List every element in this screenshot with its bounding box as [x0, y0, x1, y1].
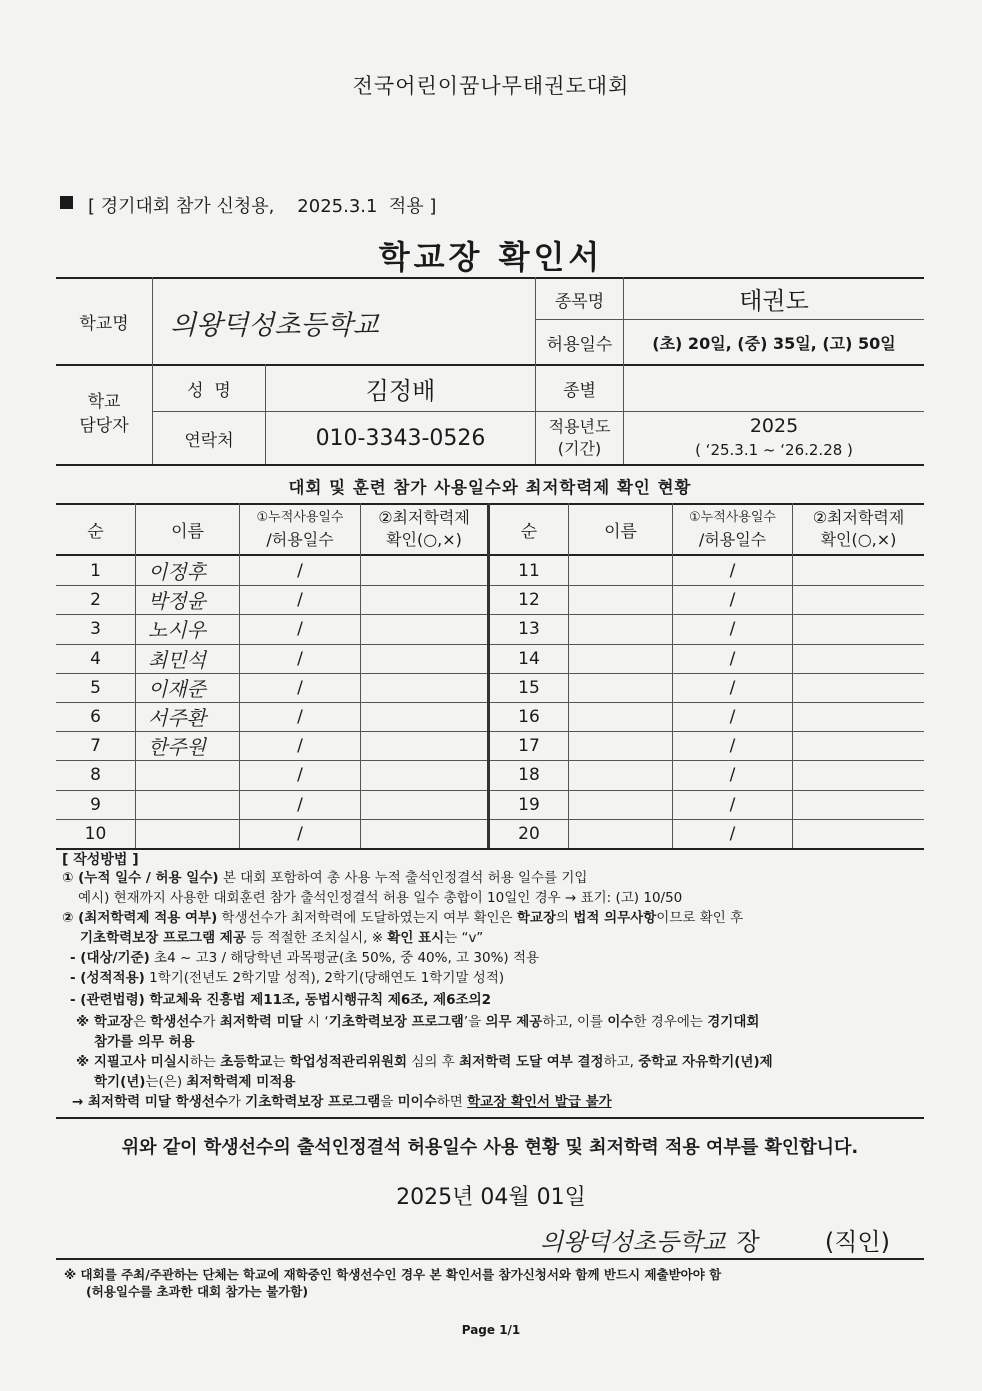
row-number: 10	[84, 823, 107, 844]
student-name	[136, 790, 239, 819]
instruction-10-i: 중학교 자유학기(년)제	[638, 1054, 773, 1070]
allow-days-label: 허용일수	[546, 334, 613, 355]
instruction-line-2: 예시) 현재까지 사용한 대회훈련 참가 출석인정결석 허용 일수 총합이 10일인 경우 → 표기: (고) 10/50	[78, 890, 683, 906]
days-used: /	[729, 560, 736, 581]
instruction-line-5	[70, 949, 539, 967]
days-used: /	[729, 735, 736, 756]
instruction-line-7	[70, 991, 491, 1009]
instruction-8-h: ’을	[463, 1014, 486, 1030]
year-label-line-1: 적용년도	[548, 417, 611, 436]
instruction-12-d: 을	[380, 1094, 398, 1110]
instruction-line-10	[76, 1053, 773, 1071]
days-used: /	[297, 589, 303, 610]
days-used: /	[729, 618, 736, 639]
row-number: 8	[90, 764, 101, 785]
header-days-left	[240, 507, 360, 551]
manager-label-line-1: 학교	[87, 392, 121, 412]
footer-note-1: ※ 대회를 주최/주관하는 단체는 학교에 재학중인 학생선수인 경우 본 확인서를 참가신청서와 함께 반드시 제출받아야 함	[64, 1267, 722, 1282]
instruction-3-principal: 학교장	[516, 910, 556, 926]
instruction-5-term: - (대상/기준)	[70, 950, 150, 966]
instruction-8-m: 경기대회	[707, 1014, 760, 1030]
student-name	[569, 673, 672, 702]
signature-line	[540, 1222, 890, 1257]
instruction-8-a: ※ 학교장	[76, 1014, 133, 1030]
academic-check	[361, 644, 487, 673]
signature-school: 의왕덕성초등학교	[540, 1228, 726, 1256]
instruction-10-g: 최저학력 도달 여부 결정	[459, 1054, 604, 1070]
instruction-8-g: 기초학력보장 프로그램	[328, 1014, 464, 1030]
row-number: 14	[518, 648, 540, 669]
header-name-left: 이름	[171, 522, 204, 542]
header-no-left: 순	[87, 522, 104, 542]
academic-check	[793, 819, 924, 848]
category-label: 종별	[563, 381, 596, 401]
academic-check	[361, 585, 487, 614]
student-name: 서주환	[148, 706, 206, 730]
instruction-1-term: ① (누적 일수 / 허용 일수)	[62, 870, 219, 886]
instruction-11-a: 학기(년)	[94, 1074, 146, 1090]
instruction-8-l: 한 경우에는	[633, 1014, 708, 1030]
instruction-line-11	[94, 1073, 295, 1091]
instruction-8-c: 학생선수	[150, 1014, 203, 1030]
instruction-12-e: 미이수	[397, 1094, 437, 1110]
instruction-8-i: 의무 제공	[485, 1014, 543, 1030]
contact-label: 연락처	[184, 430, 234, 451]
school-value: 의왕덕성초등학교	[170, 310, 379, 341]
divider-footer	[56, 1258, 924, 1260]
student-name	[569, 790, 672, 819]
instruction-line-8	[76, 1013, 759, 1031]
row-number: 13	[518, 618, 540, 639]
instruction-line-3	[62, 909, 743, 927]
header-academic-left-line-2: 확인(○,×)	[386, 530, 462, 549]
academic-check	[361, 731, 487, 760]
academic-check	[361, 790, 487, 819]
row-number: 12	[518, 589, 540, 610]
instruction-8-d: 가	[202, 1014, 220, 1030]
row-number: 20	[518, 823, 540, 844]
days-used: /	[729, 648, 736, 669]
academic-check	[793, 731, 924, 760]
header-no-right: 순	[520, 522, 538, 542]
instruction-3-term: ② (최저학력제 적용 여부)	[62, 910, 218, 926]
footer-note-2: (허용일수를 초과한 대회 참가는 불가함)	[86, 1284, 309, 1299]
row-number: 3	[90, 618, 101, 639]
instruction-4-text-a: 등 적절한 조치실시, ※	[245, 930, 388, 946]
event-name: 전국어린이꿈나무태권도대회	[352, 74, 630, 98]
academic-check	[793, 585, 924, 614]
header-days-left-line-1: ①누적사용일수	[256, 510, 344, 525]
student-name: 박정윤	[148, 589, 206, 613]
days-used: /	[729, 794, 736, 815]
instructions-title: [ 작성방법 ]	[62, 852, 139, 868]
days-used: /	[297, 764, 303, 785]
academic-check	[793, 556, 924, 585]
student-name	[569, 702, 672, 731]
divider-confirm-top	[56, 1117, 924, 1119]
bullet-square-icon	[60, 196, 73, 209]
days-used: /	[729, 764, 736, 785]
signature-suffix: 장	[736, 1228, 760, 1256]
instruction-12-g: 학교장 확인서 발급 불가	[467, 1094, 612, 1110]
student-name: 최민석	[148, 648, 206, 672]
row-number: 6	[90, 706, 101, 727]
header-name-right: 이름	[604, 522, 637, 542]
days-used: /	[729, 677, 736, 698]
academic-check	[793, 673, 924, 702]
days-used: /	[297, 735, 303, 756]
student-name: 노시우	[148, 618, 206, 642]
instruction-3-text-c: 이므로 확인 후	[656, 910, 744, 926]
student-name	[136, 819, 239, 848]
academic-check	[793, 644, 924, 673]
category-value	[624, 366, 924, 411]
instruction-10-a: ※ 지필고사 미실시	[76, 1054, 190, 1070]
instruction-4-text-b: 는 “v”	[444, 930, 484, 946]
instruction-4-program: 기초학력보장 프로그램 제공	[80, 930, 246, 946]
header-days-right	[673, 507, 792, 551]
row-number: 2	[90, 589, 101, 610]
header-academic-right-line-2: 확인(○,×)	[820, 530, 897, 549]
status-title: 대회 및 훈련 참가 사용일수와 최저학력제 확인 현황	[288, 478, 692, 497]
days-used: /	[297, 648, 303, 669]
signature-seal: (직인)	[824, 1228, 890, 1256]
student-name	[569, 614, 672, 643]
days-used: /	[729, 823, 736, 844]
header-academic-right	[793, 507, 924, 551]
instruction-10-c: 초등학교	[220, 1054, 273, 1070]
days-used: /	[297, 706, 303, 727]
instruction-line-6	[70, 969, 504, 987]
days-used: /	[297, 560, 303, 581]
row-number: 9	[90, 794, 101, 815]
instruction-3-duty: 법적 의무사항	[573, 910, 657, 926]
row-number: 5	[90, 677, 101, 698]
year-value: 2025	[749, 415, 799, 437]
sport-value: 태권도	[739, 286, 809, 315]
days-used: /	[297, 677, 303, 698]
name-value: 김정배	[365, 377, 436, 405]
instruction-line-1	[62, 869, 587, 887]
student-name	[569, 585, 672, 614]
confirm-statement: 위와 같이 학생선수의 출석인정결석 허용일수 사용 현황 및 최저학력 적용 여부를 확인합니다.	[121, 1137, 859, 1158]
header-days-right-line-1: ①누적사용일수	[688, 510, 776, 525]
instruction-8-k: 이수	[607, 1014, 634, 1030]
period-value: ( ‘25.3.1 ~ ‘26.2.28 )	[695, 441, 853, 459]
form-type: [ 경기대회 참가 신청용, 2025.3.1 적용 ]	[88, 196, 437, 217]
row-number: 18	[518, 764, 540, 785]
instruction-1-text: 본 대회 포함하여 총 사용 누적 출석인정결석 허용 일수를 기입	[218, 870, 588, 886]
student-name	[569, 644, 672, 673]
sport-label: 종목명	[554, 291, 605, 312]
row-number: 7	[90, 735, 101, 756]
row-number: 15	[518, 677, 540, 698]
instruction-line-4	[80, 929, 483, 947]
instruction-11-c: 최저학력제 미적용	[186, 1074, 296, 1090]
header-academic-left	[361, 507, 487, 551]
student-name	[569, 760, 672, 789]
row-number: 19	[518, 794, 540, 815]
instruction-5-text: 초4 ~ 고3 / 해당학년 과목평균(초 50%, 중 40%, 고 30%) 적용	[149, 950, 540, 966]
days-used: /	[729, 706, 736, 727]
student-name	[569, 556, 672, 585]
days-used: /	[297, 794, 303, 815]
days-used: /	[729, 589, 736, 610]
instruction-10-f: 심의 후	[407, 1054, 460, 1070]
instruction-12-b: 가	[227, 1094, 246, 1110]
header-academic-right-line-1: ②최저학력제	[812, 508, 905, 527]
row-number: 1	[90, 560, 101, 581]
instruction-8-b: 은	[132, 1014, 151, 1030]
instruction-12-c: 기초학력보장 프로그램	[245, 1094, 381, 1110]
row-number: 16	[518, 706, 540, 727]
instruction-3-text-a: 학생선수가 최저학력에 도달하였는지 여부 확인은	[217, 910, 517, 926]
year-label-line-2: (기간)	[557, 439, 602, 458]
name-label: 성 명	[187, 381, 231, 401]
allow-days-value: (초) 20일, (중) 35일, (고) 50일	[652, 333, 896, 353]
instruction-line-12	[72, 1093, 612, 1111]
instruction-8-f: 시 ‘	[302, 1014, 329, 1030]
header-days-right-line-2: /허용일수	[698, 530, 767, 549]
student-name: 이정후	[148, 560, 206, 584]
academic-check	[793, 760, 924, 789]
instruction-6-text: 1학기(전년도 2학기말 성적), 2학기(당해연도 1학기말 성적)	[144, 970, 505, 986]
academic-check	[361, 702, 487, 731]
student-name	[569, 819, 672, 848]
instruction-10-e: 학업성적관리위원회	[289, 1054, 408, 1070]
contact-value: 010-3343-0526	[315, 425, 486, 451]
instruction-6-term: - (성적적용)	[70, 970, 145, 986]
header-days-left-line-2: /허용일수	[266, 530, 334, 549]
academic-check	[793, 702, 924, 731]
instruction-4-mark: 확인 표시	[387, 930, 445, 946]
academic-check	[361, 556, 487, 585]
student-name: 이재준	[148, 677, 206, 701]
student-name: 한주원	[148, 735, 206, 759]
document-title: 학교장 확인서	[378, 238, 604, 276]
issue-date: 2025년 04월 01일	[396, 1185, 586, 1210]
academic-check	[793, 614, 924, 643]
header-academic-left-line-1: ②최저학력제	[378, 508, 470, 527]
academic-check	[361, 673, 487, 702]
row-number: 11	[518, 560, 540, 581]
instruction-12-a: → 최저학력 미달 학생선수	[72, 1094, 228, 1110]
academic-check	[361, 819, 487, 848]
instruction-11-b: 는(은)	[145, 1074, 187, 1090]
instruction-10-b: 하는	[189, 1054, 221, 1070]
days-used: /	[297, 823, 303, 844]
year-label	[536, 416, 623, 460]
student-name	[136, 760, 239, 789]
academic-check	[793, 790, 924, 819]
instruction-3-text-b: 의	[555, 910, 574, 926]
days-used: /	[297, 618, 303, 639]
instruction-8-j: 하고, 이를	[542, 1014, 608, 1030]
academic-check	[361, 760, 487, 789]
instruction-7-text: 학교체육 진흥법 제11조, 동법시행규칙 제6조, 제6조의2	[144, 992, 492, 1008]
instruction-10-h: 하고,	[603, 1054, 639, 1070]
instruction-10-d: 는	[272, 1054, 290, 1070]
row-number: 4	[90, 648, 101, 669]
instruction-8-e: 최저학력 미달	[219, 1014, 303, 1030]
student-name	[569, 731, 672, 760]
school-label: 학교명	[79, 314, 129, 334]
academic-check	[361, 614, 487, 643]
manager-label	[56, 390, 152, 438]
instruction-12-f: 하면	[436, 1094, 468, 1110]
manager-label-line-2: 담당자	[79, 416, 129, 436]
row-number: 17	[518, 735, 540, 756]
page-number: Page 1/1	[461, 1323, 521, 1337]
instruction-line-9: 참가를 의무 허용	[94, 1034, 195, 1050]
instruction-7-term: - (관련법령)	[70, 992, 145, 1008]
